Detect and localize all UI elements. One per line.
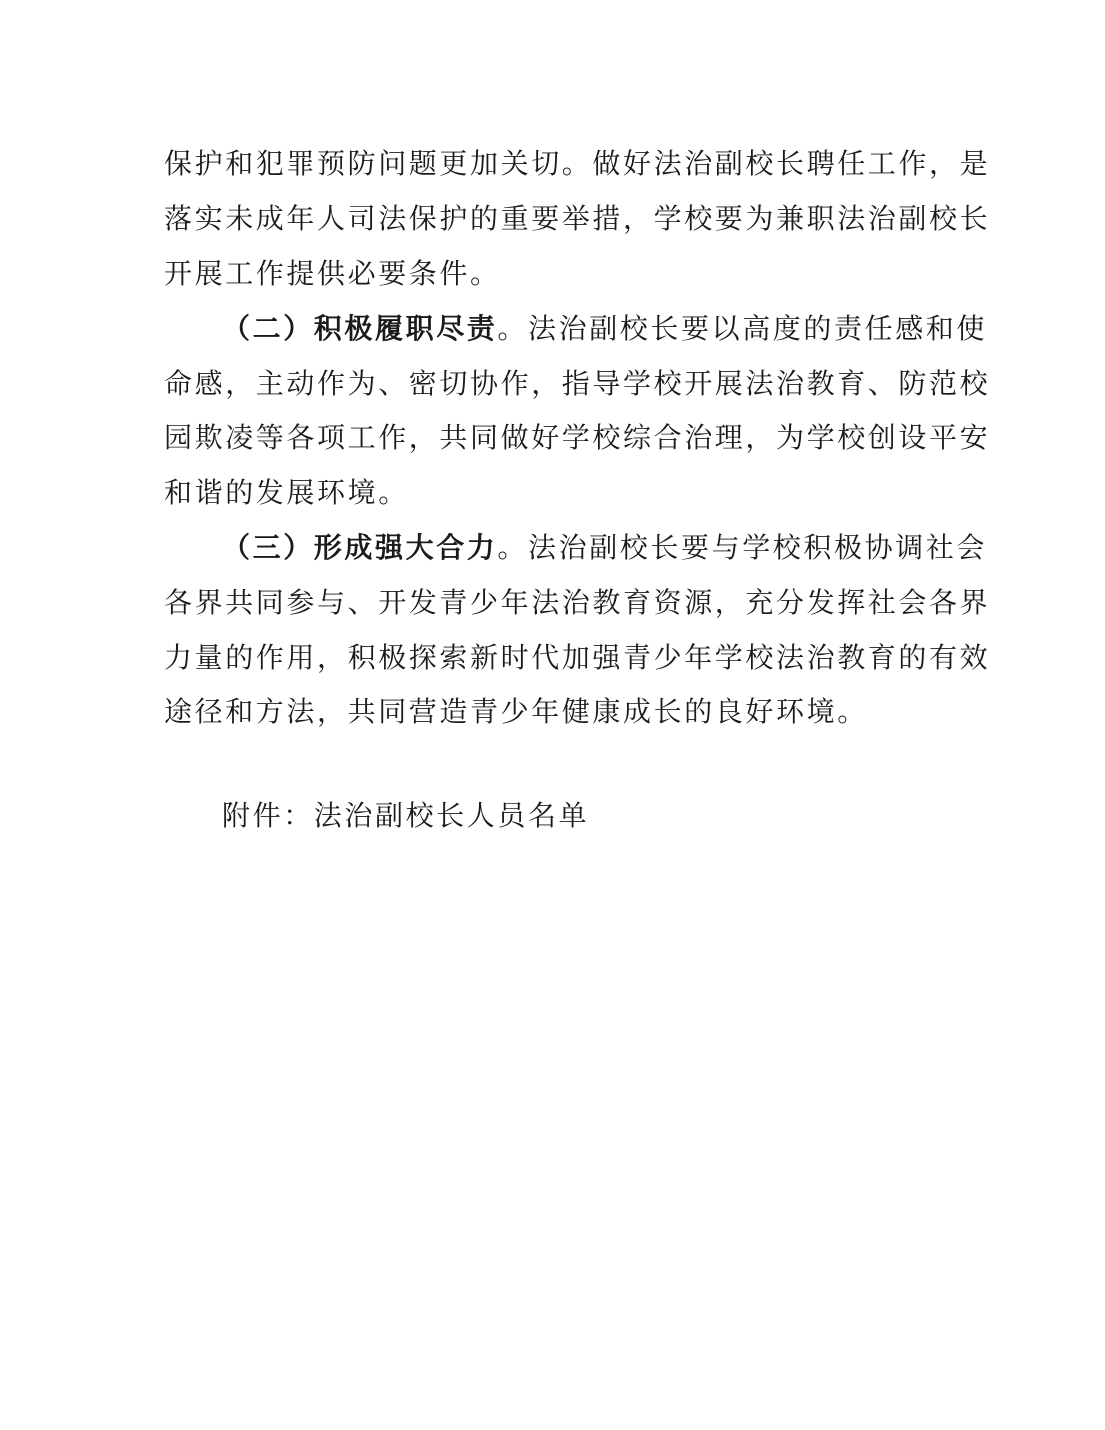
paragraph-line: 保护和犯罪预防问题更加关切。做好法治副校长聘任工作，是 <box>164 147 991 180</box>
paragraph-line: 命感，主动作为、密切协作，指导学校开展法治教育、防范校 <box>164 367 991 400</box>
section-three-first-line <box>222 528 988 568</box>
paragraph-line: 各界共同参与、开发青少年法治教育资源，充分发挥社会各界 <box>164 586 991 619</box>
paragraph-line: 落实未成年人司法保护的重要举措，学校要为兼职法治副校长 <box>164 202 991 235</box>
paragraph-line: 力量的作用，积极探索新时代加强青少年学校法治教育的有效 <box>164 641 991 674</box>
section-two-first-line <box>222 309 988 349</box>
attachment-line: 附件：法治副校长人员名单 <box>222 799 590 832</box>
section-three-heading: （三）形成强大合力 <box>222 531 498 564</box>
paragraph-line: 途径和方法，共同营造青少年健康成长的良好环境。 <box>164 695 868 728</box>
paragraph-line: 开展工作提供必要条件。 <box>164 257 501 290</box>
section-two-text: 。法治副校长要以高度的责任感和使 <box>497 312 988 345</box>
paragraph-line: 和谐的发展环境。 <box>164 476 409 509</box>
paragraph-line: 园欺凌等各项工作，共同做好学校综合治理，为学校创设平安 <box>164 421 991 454</box>
section-two-heading: （二）积极履职尽责 <box>222 312 498 345</box>
section-three-text: 。法治副校长要与学校积极协调社会 <box>497 531 988 564</box>
